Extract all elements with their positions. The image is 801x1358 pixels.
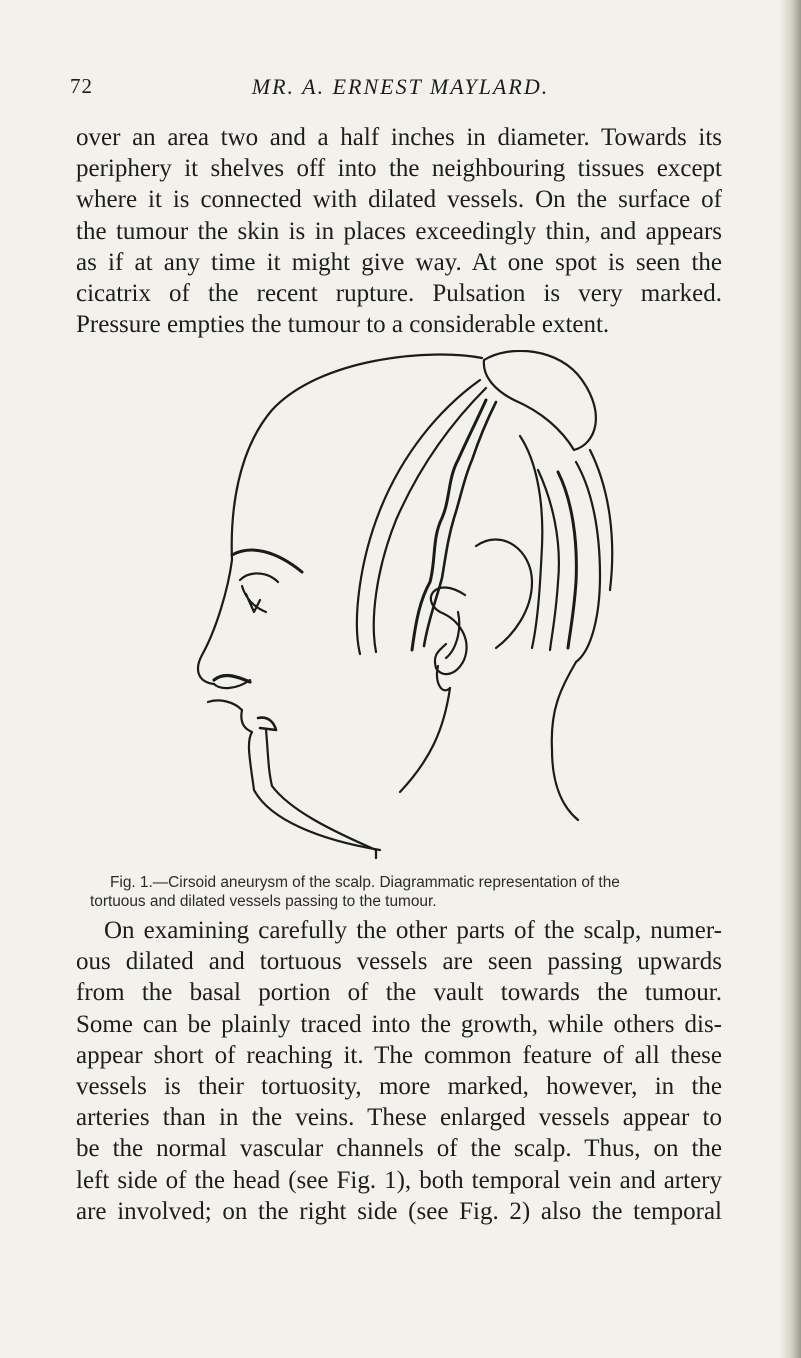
text-line: as if at any time it might give way. At one spot is seen the xyxy=(76,248,722,276)
text-line: vessels is their tortuosity, more marked, however, in the xyxy=(76,1073,722,1101)
chin-line xyxy=(266,730,376,858)
figure-1-head-diagram xyxy=(180,350,630,875)
page-number: 72 xyxy=(70,74,93,98)
vessel-ear-loop xyxy=(476,540,532,648)
neck-front xyxy=(400,688,450,792)
mouth-corner xyxy=(258,718,276,730)
page-header xyxy=(0,74,801,106)
eyebrow xyxy=(232,550,302,572)
tumour xyxy=(484,351,596,450)
text-line: are involved; on the right side (see Fig. 2) also the temporal xyxy=(76,1197,722,1225)
vessel-back-3 xyxy=(576,462,600,662)
text-line: left side of the head (see Fig. 1), both temporal vein and artery xyxy=(76,1166,722,1194)
paragraph-1 xyxy=(76,122,722,340)
neck-back xyxy=(552,662,578,820)
text-line: the tumour the skin is in places exceedingly thin, and appears xyxy=(76,217,722,245)
figure-caption xyxy=(90,873,700,911)
text-line: cicatrix of the recent rupture. Pulsation is very marked. xyxy=(76,280,722,308)
text-line: ous dilated and tortuous vessels are seen passing upwards xyxy=(76,948,722,976)
text-line: be the normal vascular channels of the scalp. Thus, on the xyxy=(76,1135,722,1163)
face-profile xyxy=(208,680,380,850)
text-line: where it is connected with dilated vessels. On the surface of xyxy=(76,186,722,214)
eye xyxy=(240,573,278,612)
ear-lobe xyxy=(437,666,450,690)
head-outline xyxy=(198,355,482,684)
caption-line-1: Fig. 1.—Cirsoid aneurysm of the scalp. Diagrammatic representation of the xyxy=(110,874,620,891)
text-line: On examining carefully the other parts of the scalp, numer- xyxy=(104,917,722,944)
text-line: from the basal portion of the vault towards the tumour. xyxy=(76,979,722,1007)
text-line: Some can be plainly traced into the growth, while others dis- xyxy=(76,1010,722,1038)
lips xyxy=(214,676,250,682)
text-line: over an area two and a half inches in diameter. Towards its xyxy=(76,124,722,151)
head-diagram-svg xyxy=(180,350,630,875)
paragraph-2 xyxy=(76,915,722,1227)
running-head: MR. A. ERNEST MAYLARD. xyxy=(251,74,550,99)
text-line: arteries than in the veins. These enlarged vessels appear to xyxy=(76,1104,722,1132)
vessel-occipital xyxy=(590,450,612,590)
caption-line-2: tortuous and dilated vessels passing to the tumour. xyxy=(90,893,437,910)
page-edge-shadow xyxy=(779,0,801,1358)
vessel-back-2 xyxy=(558,472,576,648)
text-line: periphery it shelves off into the neighbouring tissues except xyxy=(76,155,722,183)
vessel-artery-1 xyxy=(412,400,486,650)
text-line: Pressure empties the tumour to a considerable extent. xyxy=(76,311,610,339)
text-line: appear short of reaching it. The common feature of all these xyxy=(76,1041,722,1069)
